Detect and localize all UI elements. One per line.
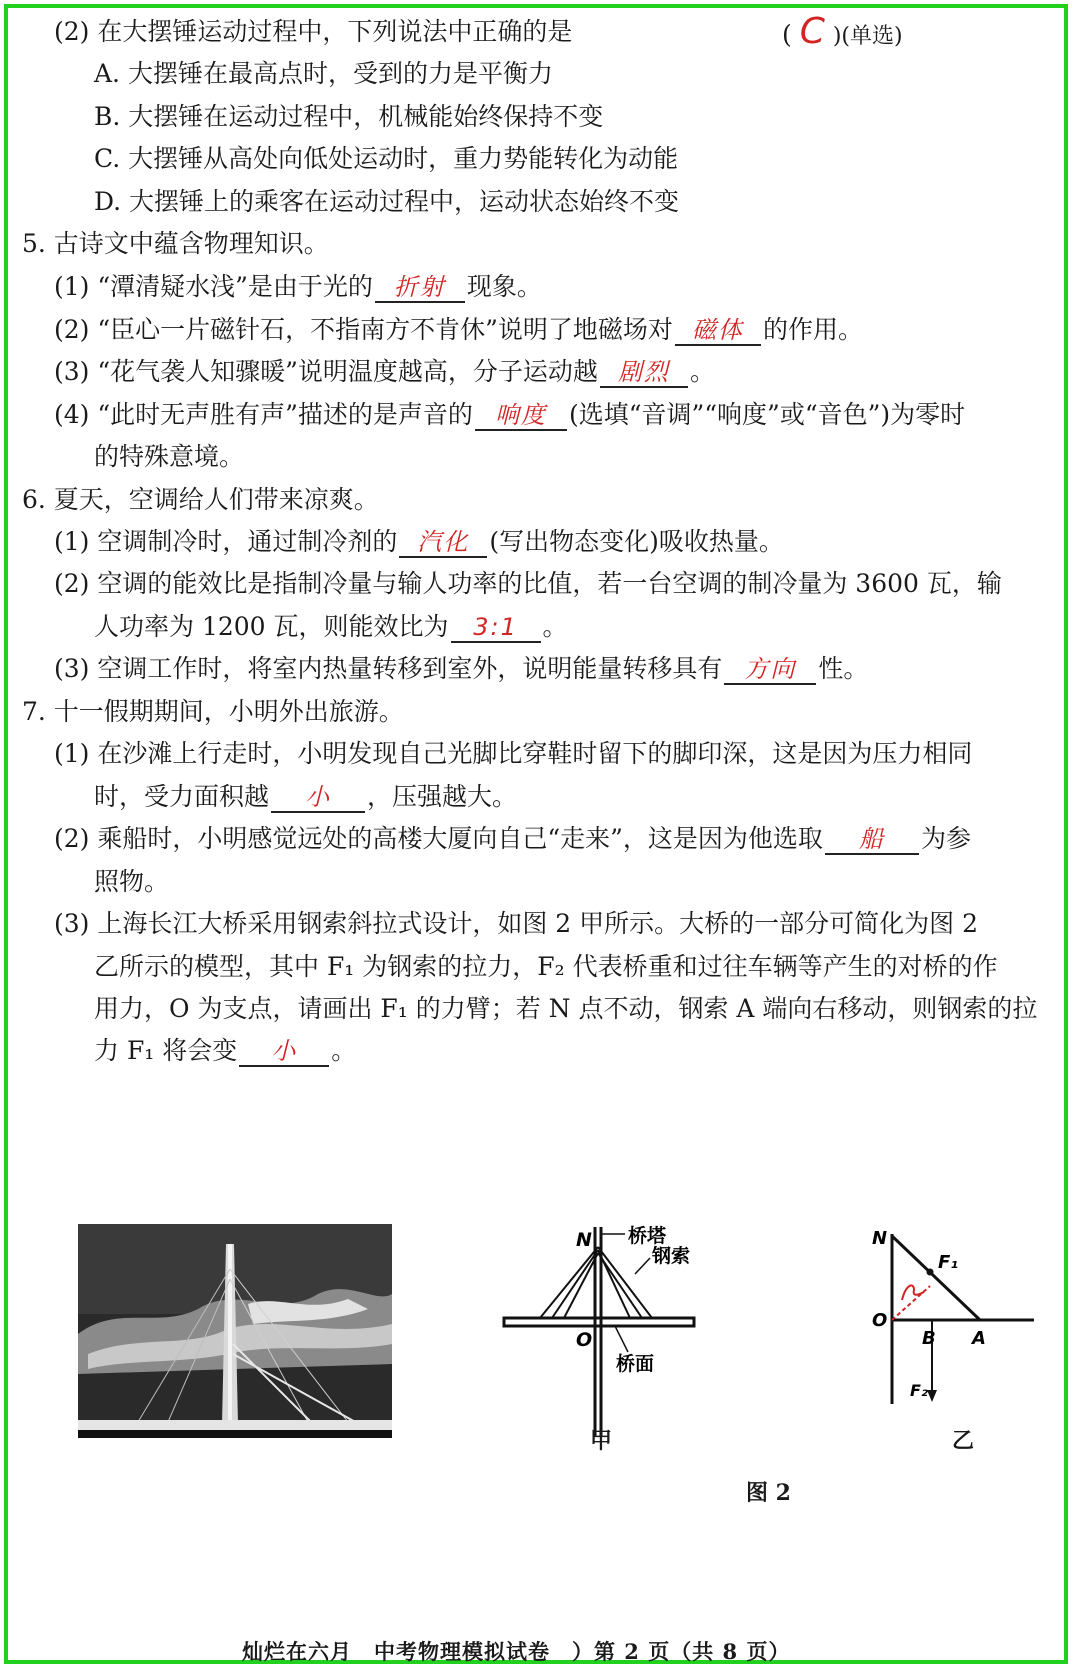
q5-part3 (54, 356, 715, 388)
q7-part3-line2: 乙所示的模型，其中 F₁ 为钢索的拉力，F₂ 代表桥重和过往车辆等产生的对桥的作 (94, 952, 998, 981)
q5-p2-text: (2) “臣心一片磁针石，不指南方不肯休”说明了地磁场对 (54, 315, 673, 344)
page-footer: 灿烂在六月 中考物理模拟试卷 ）第 2 页（共 8 页） (242, 1639, 791, 1664)
q7-part2 (54, 823, 971, 855)
q6-p1-tail: (写出物态变化)吸收热量。 (489, 527, 784, 556)
q7-part2-cont: 照物。 (94, 867, 170, 896)
jia-label-o: O (576, 1329, 593, 1351)
q7-p2-text: (2) 乘船时，小明感觉远处的高楼大厦向自己“走来”，这是因为他选取 (54, 824, 823, 853)
yi-label-f2: F₂ (910, 1381, 928, 1400)
yi-label-f1: F₁ (938, 1252, 959, 1273)
q4-2-option-a: A. 大摆锤在最高点时，受到的力是平衡力 (94, 59, 553, 88)
q7-p2-blank (825, 823, 919, 855)
q7-p3-answer: 小 (271, 1037, 298, 1065)
q6-part2: (2) 空调的能效比是指制冷量与输人功率的比值，若一台空调的制冷量为 3600 瓦，输 (54, 569, 1002, 598)
q7-p2-tail: 为参 (920, 824, 971, 853)
q5-part4 (54, 399, 965, 431)
q5-p1-tail: 现象。 (466, 272, 542, 301)
q5-p4-answer: 响度 (494, 401, 547, 429)
figure-caption: 图 2 (746, 1480, 791, 1506)
yi-label-n: N (872, 1228, 888, 1249)
lever-model-yi (870, 1222, 1040, 1412)
caption-yi: 乙 (952, 1428, 975, 1454)
q5-p4-tail: (选填“音调”“响度”或“音色”)为零时 (568, 400, 966, 429)
q5-part2 (54, 314, 863, 346)
q5-p3-text: (3) “花气袭人知骤暖”说明温度越高，分子运动越 (54, 357, 598, 386)
q5-p1-text: (1) “潭清疑水浅”是由于光的 (54, 272, 373, 301)
jia-label-deck: 桥面 (616, 1353, 655, 1375)
yi-label-o: O (872, 1310, 888, 1331)
q7-part3-line4 (94, 1035, 356, 1067)
q7-part3-line1: (3) 上海长江大桥采用钢索斜拉式设计，如图 2 甲所示。大桥的一部分可简化为图 2 (54, 909, 979, 938)
q6-p2-blank (451, 611, 541, 643)
q4-2-option-b: B. 大摆锤在运动过程中，机械能始终保持不变 (94, 102, 604, 131)
q5-p3-answer: 剧烈 (617, 358, 670, 386)
q4-2-option-c: C. 大摆锤从高处向低处运动时，重力势能转化为动能 (94, 144, 679, 173)
jia-label-cable: 钢索 (652, 1245, 691, 1267)
q6-p3-blank (724, 653, 816, 685)
q7-p1-answer: 小 (305, 783, 332, 811)
q6-p3-tail: 性。 (818, 654, 869, 683)
q7-p3-tail: 。 (331, 1036, 357, 1065)
q7-part1-cont (94, 781, 517, 813)
q5-title: 5. 古诗文中蕴含物理知识。 (22, 229, 329, 258)
q5-p1-answer: 折射 (393, 273, 446, 301)
q4-2-stem-text: (2) 在大摆锤运动过程中，下列说法中正确的是 (54, 17, 573, 46)
q6-title: 6. 夏天，空调给人们带来凉爽。 (22, 485, 379, 514)
q6-p3-answer: 方向 (744, 655, 797, 683)
q5-p4-text: (4) “此时无声胜有声”描述的是声音的 (54, 400, 473, 429)
q5-p1-blank (375, 271, 465, 303)
caption-jia: 甲 (590, 1428, 613, 1454)
q5-p2-blank (675, 314, 761, 346)
q6-p1-answer: 汽化 (417, 528, 470, 556)
q4-2-stem (54, 16, 572, 48)
q6-part3 (54, 653, 868, 685)
bridge-photo (78, 1224, 392, 1438)
q7-p1-tail: ，压强越大。 (367, 782, 518, 811)
q7-p3-text: 力 F₁ 将会变 (94, 1036, 238, 1065)
q6-p2-answer: 3:1 (473, 613, 518, 641)
q6-part1 (54, 526, 784, 558)
q7-p1-blank (271, 781, 365, 813)
q7-part1: (1) 在沙滩上行走时，小明发现自己光脚比穿鞋时留下的脚印深，这是因为压力相同 (54, 739, 973, 768)
answer-open: ( (782, 20, 792, 49)
q5-p4-blank (475, 399, 567, 431)
q4-2-option-d: D. 大摆锤上的乘客在运动过程中，运动状态始终不变 (94, 187, 680, 216)
q6-part2-cont (94, 611, 568, 643)
q7-p1-text: 时，受力面积越 (94, 782, 270, 811)
jia-label-tower: 桥塔 (628, 1225, 667, 1247)
bridge-diagram-jia (500, 1222, 710, 1442)
q6-p1-blank (399, 526, 487, 558)
q7-title: 7. 十一假期期间，小明外出旅游。 (22, 697, 404, 726)
q5-p3-tail: 。 (689, 357, 715, 386)
yi-label-b: B (922, 1328, 936, 1349)
q4-2-answer-bracket (782, 11, 903, 53)
q6-p3-text: (3) 空调工作时，将室内热量转移到室外，说明能量转移具有 (54, 654, 723, 683)
answer-close: )(单选) (832, 24, 903, 49)
q6-p1-text: (1) 空调制冷时，通过制冷剂的 (54, 527, 398, 556)
q7-p2-answer: 船 (858, 825, 885, 853)
jia-label-n: N (576, 1229, 592, 1251)
q5-p2-answer: 磁体 (691, 316, 744, 344)
q5-part4-cont: 的特殊意境。 (94, 442, 245, 471)
q5-part1 (54, 271, 542, 303)
q5-p2-tail: 的作用。 (762, 315, 863, 344)
yi-label-a: A (972, 1328, 986, 1349)
q7-p3-blank (239, 1035, 329, 1067)
q6-p2-tail: 。 (542, 612, 568, 641)
q4-2-handwritten-answer: C (799, 11, 825, 52)
q5-p3-blank (600, 356, 688, 388)
q6-p2-text: 人功率为 1200 瓦，则能效比为 (94, 612, 449, 641)
q7-part3-line3: 用力，O 为支点，请画出 F₁ 的力臂；若 N 点不动，钢索 A 端向右移动，则钢索的拉 (94, 994, 1038, 1023)
